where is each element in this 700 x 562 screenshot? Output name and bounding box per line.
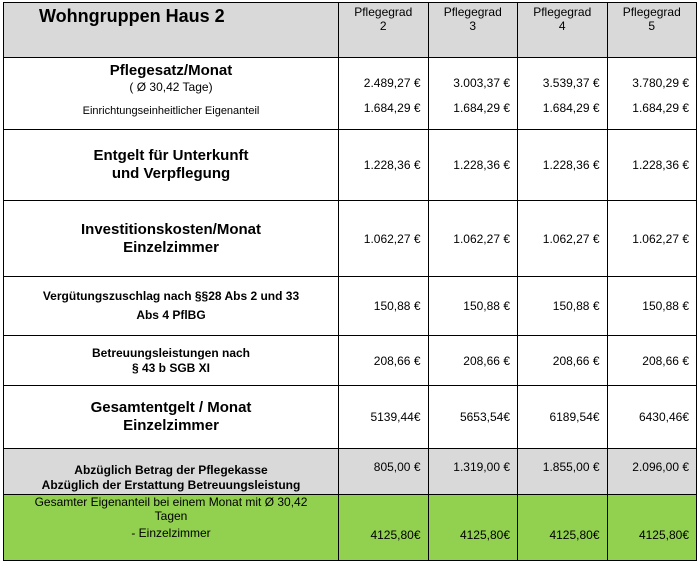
row-label (4, 277, 339, 336)
row-gesamter-eigenanteil (4, 495, 697, 561)
row-label (4, 386, 339, 449)
value-cell: 1.855,00 € (518, 449, 608, 495)
value-cell: 208,66 € (518, 336, 608, 386)
header-row (4, 3, 697, 58)
row-pflegesatz (4, 58, 697, 130)
value-cell: 208,66 € (339, 336, 429, 386)
value-cell: 1.228,36 € (607, 130, 697, 201)
label-eee: Einrichtungseinheitlicher Eigenanteil (82, 105, 260, 117)
value-cell: 3.003,37 € 1.684,29 € (428, 58, 518, 130)
value-cell: 208,66 € (607, 336, 697, 386)
label-line1: Betreuungsleistungen nach (91, 345, 251, 360)
value-cell: 1.062,27 € (518, 201, 608, 277)
label-line1: Investitionskosten/Monat (80, 220, 262, 238)
grade-header-5 (607, 3, 697, 58)
value-cell: 4125,80€ (428, 495, 518, 561)
grade-number: 4 (558, 19, 566, 33)
label-line2: Einzelzimmer (123, 238, 219, 256)
label-main: Pflegesatz/Monat (109, 62, 233, 79)
label-line1: Entgelt für Unterkunft (93, 147, 249, 164)
value-cell: 150,88 € (339, 277, 429, 336)
label-line1: Gesamtentgelt / Monat (90, 399, 252, 416)
row-betreuungsleistungen (4, 336, 697, 386)
value-cell: 4125,80€ (607, 495, 697, 561)
grade-header-4 (518, 3, 608, 58)
grade-number: 2 (379, 19, 387, 33)
table-title (4, 3, 339, 58)
value-cell: 6430,46€ (607, 386, 697, 449)
label-line2: Einzelzimmer (123, 417, 219, 434)
label-line2: Tagen (154, 509, 188, 523)
label-line2: Abs 4 PflBG (136, 308, 206, 322)
row-label (4, 449, 339, 495)
row-investitionskosten (4, 201, 697, 277)
value-cell: 1.228,36 € (518, 130, 608, 201)
label-line3: - Einzelzimmer (131, 526, 211, 540)
label-line2: Abzüglich der Erstattung Betreuungsleistung (41, 478, 301, 492)
grade-header-2 (339, 3, 429, 58)
value-cell: 5653,54€ (428, 386, 518, 449)
value-cell: 2.096,00 € (607, 449, 697, 495)
row-verguetungszuschlag (4, 277, 697, 336)
value-cell: 1.319,00 € (428, 449, 518, 495)
grade-label: Pflegegrad (533, 5, 592, 19)
grade-number: 3 (469, 19, 477, 33)
row-gesamtentgelt (4, 386, 697, 449)
row-label (4, 58, 339, 130)
value-cell: 1.062,27 € (339, 201, 429, 277)
label-sub: ( Ø 30,42 Tage) (129, 80, 213, 94)
row-label (4, 495, 339, 561)
label-line1: Gesamter Eigenanteil bei einem Monat mit Ø 30,42 (34, 495, 308, 509)
row-abzug-pflegekasse (4, 449, 697, 495)
grade-label: Pflegegrad (443, 5, 502, 19)
value-cell: 805,00 € (339, 449, 429, 495)
value-cell: 2.489,27 € 1.684,29 € (339, 58, 429, 130)
grade-number: 5 (648, 19, 656, 33)
label-line2: und Verpflegung (111, 165, 231, 182)
cost-table (3, 2, 697, 561)
cost-table-container (3, 2, 697, 561)
value-cell: 150,88 € (518, 277, 608, 336)
value-cell: 4125,80€ (339, 495, 429, 561)
value-cell: 208,66 € (428, 336, 518, 386)
value-cell: 6189,54€ (518, 386, 608, 449)
grade-label: Pflegegrad (622, 5, 681, 19)
row-label (4, 336, 339, 386)
row-label (4, 130, 339, 201)
value-cell: 1.062,27 € (428, 201, 518, 277)
value-cell: 1.062,27 € (607, 201, 697, 277)
value-cell: 4125,80€ (518, 495, 608, 561)
value-cell: 3.780,29 € 1.684,29 € (607, 58, 697, 130)
value-cell: 1.228,36 € (428, 130, 518, 201)
value-cell: 5139,44€ (339, 386, 429, 449)
row-unterkunft (4, 130, 697, 201)
label-line2: § 43 b SGB XI (131, 360, 211, 375)
value-cell: 150,88 € (428, 277, 518, 336)
grade-header-3 (428, 3, 518, 58)
title-text: Wohngruppen Haus 2 (39, 6, 225, 26)
value-cell: 1.228,36 € (339, 130, 429, 201)
value-cell: 3.539,37 € 1.684,29 € (518, 58, 608, 130)
row-label (4, 201, 339, 277)
label-line1: Abzüglich Betrag der Pflegekasse (74, 463, 268, 477)
value-cell: 150,88 € (607, 277, 697, 336)
grade-label: Pflegegrad (354, 5, 413, 19)
label-line1: Vergütungszuschlag nach §§28 Abs 2 und 33 (42, 289, 300, 303)
